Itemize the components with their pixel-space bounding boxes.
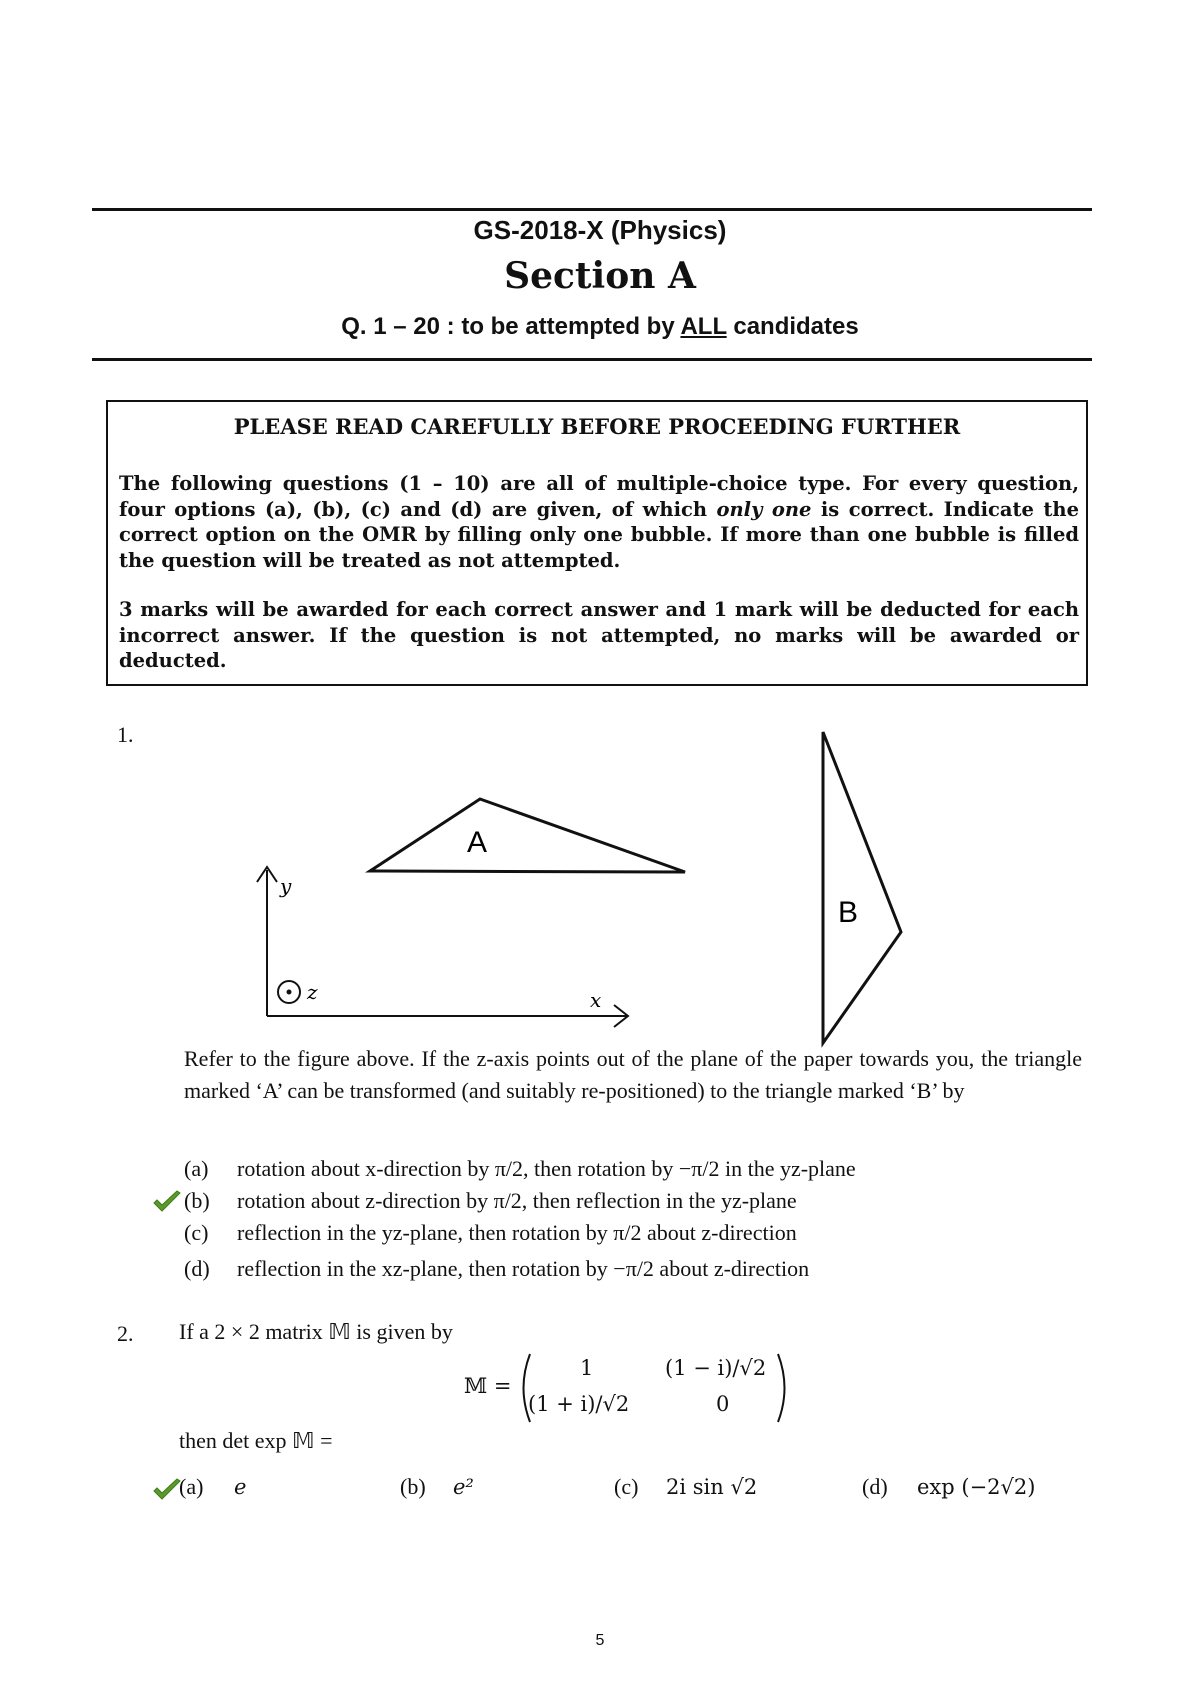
- q2-option-c-label: (c): [614, 1474, 639, 1499]
- instructions-heading: PLEASE READ CAREFULLY BEFORE PROCEEDING FURTHER: [233, 414, 961, 439]
- q2-option-d-label: (d): [862, 1474, 888, 1499]
- q2-option-a-text: e: [234, 1475, 247, 1499]
- triangle-a-label: A: [466, 826, 488, 859]
- question-2-intro: If a 2 × 2 matrix 𝕄 is given by: [179, 1319, 453, 1344]
- q1-option-d-text: reflection in the xz-plane, then rotation by −π/2 about z-direction: [237, 1256, 810, 1281]
- q1-checkmark-icon: [152, 1190, 182, 1214]
- triangle-a: [370, 799, 685, 872]
- bottom-rule: [92, 358, 1092, 361]
- section-sub-underlined: ALL: [680, 313, 727, 340]
- q1-option-b-label: (b): [184, 1188, 210, 1213]
- q2-option-c[interactable]: [614, 1474, 758, 1500]
- q1-option-b[interactable]: [184, 1188, 797, 1214]
- matrix-m11: 1: [580, 1356, 594, 1380]
- q1-option-c-label: (c): [184, 1220, 209, 1245]
- q2-option-b-label: (b): [400, 1474, 426, 1499]
- instructions-box: [106, 400, 1088, 686]
- y-axis-label: y: [280, 874, 292, 898]
- question-2-number: 2.: [117, 1321, 134, 1346]
- matrix-lhs: 𝕄 =: [464, 1374, 512, 1398]
- q2-option-c-text: 2i sin √2: [666, 1475, 758, 1499]
- q1-option-d-label: (d): [184, 1256, 210, 1281]
- question-1-text: Refer to the figure above. If the z-axis points out of the plane of the paper towards you, the triangle marked ‘A’ can be transformed (and suitably re-positioned) to the triangle marked ‘B’ by: [184, 1046, 1082, 1103]
- instructions-para-2: 3 marks will be awarded for each correct answer and 1 mark will be deducted for each incorrect answer. If the question is not attempted, no marks will be awarded or deducted.: [119, 598, 1079, 672]
- section-title: Section A: [504, 255, 696, 297]
- page-number: 5: [595, 1632, 605, 1649]
- q1-option-a-label: (a): [184, 1156, 209, 1181]
- q2-option-b-text: e²: [453, 1475, 474, 1499]
- x-axis-label: x: [590, 988, 602, 1012]
- section-sub-before: Q. 1 – 20 : to be attempted by: [341, 313, 681, 340]
- top-rule: [92, 208, 1092, 211]
- question-1-figure: [0, 720, 1200, 1050]
- q2-checkmark-icon: [152, 1478, 182, 1502]
- paper-code: GS-2018-X (Physics): [473, 215, 727, 245]
- q1-option-c[interactable]: [184, 1220, 797, 1246]
- q1-option-a[interactable]: [184, 1156, 856, 1182]
- section-sub-after: candidates: [726, 313, 859, 340]
- instructions-para-1-before: The following questions (1 – 10) are all of multiple-choice type. For every question, four options (a), (b), (c) and (d) are given, of which: [119, 472, 1079, 521]
- q1-option-d[interactable]: [184, 1256, 810, 1282]
- z-axis-dot: [287, 990, 292, 995]
- instructions-para-1: [119, 471, 1079, 573]
- q1-option-a-text: rotation about x-direction by π/2, then rotation by −π/2 in the yz-plane: [237, 1156, 856, 1181]
- q1-option-c-text: reflection in the yz-plane, then rotation by π/2 about z-direction: [237, 1220, 797, 1245]
- matrix-m21: (1 + i)/√2: [528, 1392, 630, 1416]
- instructions-para-1-after: is correct. Indicate the correct option on the OMR by filling only one bubble. If more than one bubble is filled the question will be treated as not attempted.: [119, 497, 1079, 572]
- q2-option-b[interactable]: [400, 1474, 474, 1500]
- triangle-b-label: B: [837, 896, 859, 929]
- question-1-number: 1.: [117, 722, 134, 747]
- q2-option-a-label: (a): [179, 1474, 204, 1499]
- q1-option-b-text: rotation about z-direction by π/2, then reflection in the yz-plane: [237, 1188, 797, 1213]
- triangle-b: [823, 732, 901, 1043]
- matrix-right-paren: [776, 1352, 792, 1424]
- q2-option-a[interactable]: [179, 1474, 247, 1500]
- q2-option-d-text: exp (−2√2): [917, 1475, 1036, 1499]
- q2-option-d[interactable]: [862, 1474, 1036, 1500]
- section-subtitle: [0, 313, 1200, 341]
- matrix-m22: 0: [716, 1392, 730, 1416]
- matrix-m12: (1 − i)/√2: [665, 1356, 767, 1380]
- question-2-then: then det exp 𝕄 =: [179, 1428, 333, 1453]
- z-axis-label: z: [307, 980, 318, 1004]
- instructions-emphasis: only one: [716, 497, 812, 521]
